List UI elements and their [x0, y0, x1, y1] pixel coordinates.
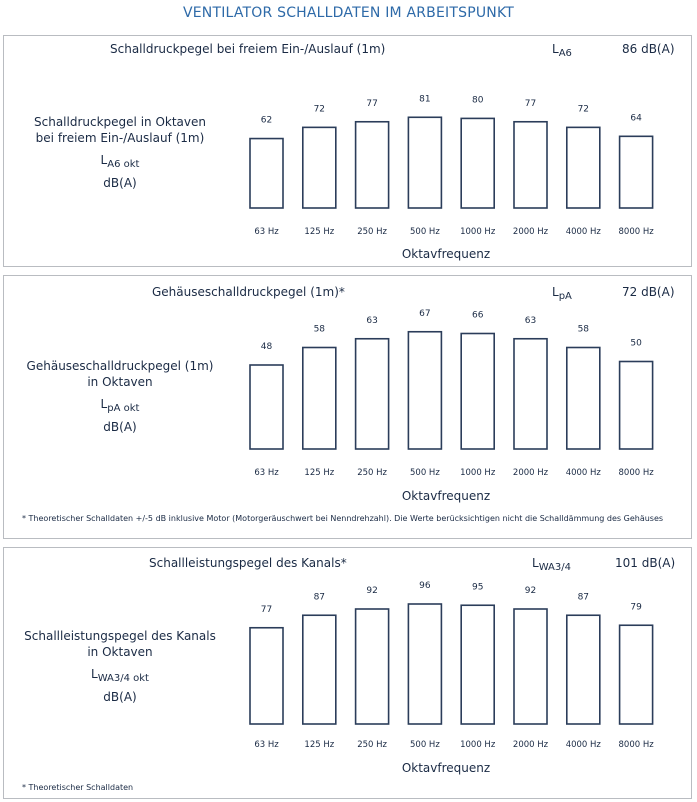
panel-3-title: Schallleistungspegel des Kanals*	[149, 556, 347, 570]
x-axis-label-1: Oktavfrequenz	[401, 247, 491, 261]
x-axis-label-3: Oktavfrequenz	[401, 761, 491, 775]
tick-label-1-6: 2000 Hz	[512, 227, 549, 237]
value-label-2-5: 66	[471, 310, 484, 321]
panel-2-total: 72 dB(A)	[622, 285, 675, 299]
bar-3-3	[356, 609, 389, 724]
value-label-1-3: 77	[366, 98, 378, 109]
panel-3-side-line2: in Oktaven	[87, 645, 153, 659]
bar-2-5	[461, 334, 494, 450]
panel-2-title: Gehäuseschalldruckpegel (1m)*	[152, 285, 345, 299]
tick-label-2-2: 125 Hz	[304, 468, 335, 478]
panel-2-chart	[4, 276, 691, 538]
panel-3-symbol: $L_{WA3/4}$	[532, 556, 571, 573]
value-label-2-2: 58	[313, 324, 326, 335]
value-label-3-2: 87	[313, 592, 326, 603]
panel-3-side-symbol: $L_{WA3/4 okt}$	[91, 667, 149, 684]
value-label-3-7: 87	[577, 592, 590, 603]
tick-label-3-7: 4000 Hz	[565, 740, 601, 750]
tick-label-2-6: 2000 Hz	[512, 468, 549, 478]
value-label-2-7: 58	[577, 324, 590, 335]
bar-2-1	[250, 365, 283, 449]
bar-2-6	[514, 339, 547, 449]
tick-label-2-5: 1000 Hz	[460, 468, 496, 478]
value-label-2-4: 67	[419, 308, 431, 319]
tick-label-3-5: 1000 Hz	[460, 740, 496, 750]
panel-2-symbol: $L_{pA}$	[552, 285, 572, 302]
tick-label-1-8: 8000 Hz	[618, 227, 654, 237]
value-label-1-7: 72	[577, 104, 590, 115]
bar-3-8	[620, 625, 653, 724]
tick-label-3-6: 2000 Hz	[512, 740, 549, 750]
bar-2-3	[356, 339, 389, 449]
panel-duct	[3, 547, 692, 799]
panel-2-side-line2: in Oktaven	[87, 375, 153, 389]
panel-1-side-symbol: $L_{A6 okt}$	[100, 153, 140, 170]
value-label-2-3: 63	[366, 315, 378, 326]
tick-label-1-1: 63 Hz	[254, 227, 279, 237]
bar-3-6	[514, 609, 547, 724]
tick-label-2-7: 4000 Hz	[565, 468, 601, 478]
panel-2-side-line1: Gehäuseschalldruckpegel (1m)	[26, 359, 214, 373]
panel-2-unit: dB(A)	[103, 420, 137, 434]
bar-3-1	[250, 628, 283, 724]
bar-2-8	[620, 362, 653, 450]
bar-1-4	[408, 117, 441, 208]
value-label-2-8: 50	[630, 338, 642, 349]
panel-1-side-line1: Schalldruckpegel in Oktaven	[34, 115, 206, 129]
tick-label-2-1: 63 Hz	[254, 468, 279, 478]
page-title: VENTILATOR SCHALLDATEN IM ARBEITSPUNKT	[182, 5, 515, 21]
tick-label-3-2: 125 Hz	[304, 740, 335, 750]
value-label-3-8: 79	[630, 602, 642, 613]
tick-label-2-8: 8000 Hz	[618, 468, 654, 478]
panel-3-chart	[4, 548, 691, 798]
value-label-1-4: 81	[419, 94, 431, 105]
value-label-3-1: 77	[260, 604, 273, 615]
value-label-2-1: 48	[260, 342, 273, 352]
bar-3-4	[408, 604, 441, 724]
value-label-3-6: 92	[524, 586, 537, 596]
bar-1-3	[356, 122, 389, 208]
value-label-3-5: 95	[471, 582, 484, 593]
value-label-3-3: 92	[366, 586, 378, 596]
bar-3-7	[567, 615, 600, 724]
bar-1-1	[250, 139, 283, 208]
panel-housing	[3, 275, 692, 539]
panel-1-symbol: $L_{A6}$	[552, 42, 572, 59]
tick-label-1-5: 1000 Hz	[460, 227, 496, 237]
tick-label-3-1: 63 Hz	[254, 740, 279, 750]
panel-1-chart	[4, 36, 691, 266]
panel-free-inlet	[3, 35, 692, 267]
tick-label-1-7: 4000 Hz	[565, 227, 601, 237]
panel-1-title: Schalldruckpegel bei freiem Ein-/Auslauf (1m)	[110, 42, 386, 56]
panel-2-side-symbol: $L_{pA okt}$	[100, 397, 140, 414]
value-label-1-6: 77	[524, 98, 537, 109]
tick-label-1-2: 125 Hz	[304, 227, 335, 237]
panel-1-side-line2: bei freiem Ein-/Auslauf (1m)	[35, 131, 205, 145]
tick-label-3-3: 250 Hz	[357, 740, 387, 750]
value-label-1-2: 72	[313, 104, 326, 115]
value-label-2-6: 63	[524, 315, 537, 326]
tick-label-3-8: 8000 Hz	[618, 740, 654, 750]
tick-label-3-4: 500 Hz	[410, 740, 440, 750]
bar-1-8	[620, 136, 653, 208]
bar-1-5	[461, 118, 494, 208]
panel-2-footnote: * Theoretischer Schalldaten +/-5 dB inklusive Motor (Motorgeräuschwert bei Nenndrehzahl). Die Werte berücksichtigen nicht die Schalldämmung des Gehäuses	[22, 514, 664, 523]
value-label-1-5: 80	[471, 95, 484, 106]
x-axis-label-2: Oktavfrequenz	[401, 489, 491, 503]
panel-3-unit: dB(A)	[103, 690, 137, 704]
bar-2-2	[303, 348, 336, 450]
bar-3-5	[461, 605, 494, 724]
panel-1-unit: dB(A)	[103, 176, 137, 190]
panel-1-total: 86 dB(A)	[622, 42, 675, 56]
bar-2-4	[408, 332, 441, 449]
bar-1-7	[567, 127, 600, 208]
tick-label-1-4: 500 Hz	[410, 227, 440, 237]
tick-label-1-3: 250 Hz	[357, 227, 387, 237]
panel-3-side-line1: Schallleistungspegel des Kanals	[24, 629, 216, 643]
bar-3-2	[303, 615, 336, 724]
panel-3-total: 101 dB(A)	[615, 556, 676, 570]
tick-label-2-3: 250 Hz	[357, 468, 387, 478]
bar-1-2	[303, 127, 336, 208]
value-label-1-8: 64	[630, 113, 642, 124]
bar-1-6	[514, 122, 547, 208]
value-label-1-1: 62	[260, 115, 273, 126]
bar-2-7	[567, 348, 600, 450]
tick-label-2-4: 500 Hz	[410, 468, 440, 478]
value-label-3-4: 96	[419, 581, 431, 591]
panel-3-footnote: * Theoretischer Schalldaten	[22, 783, 134, 792]
